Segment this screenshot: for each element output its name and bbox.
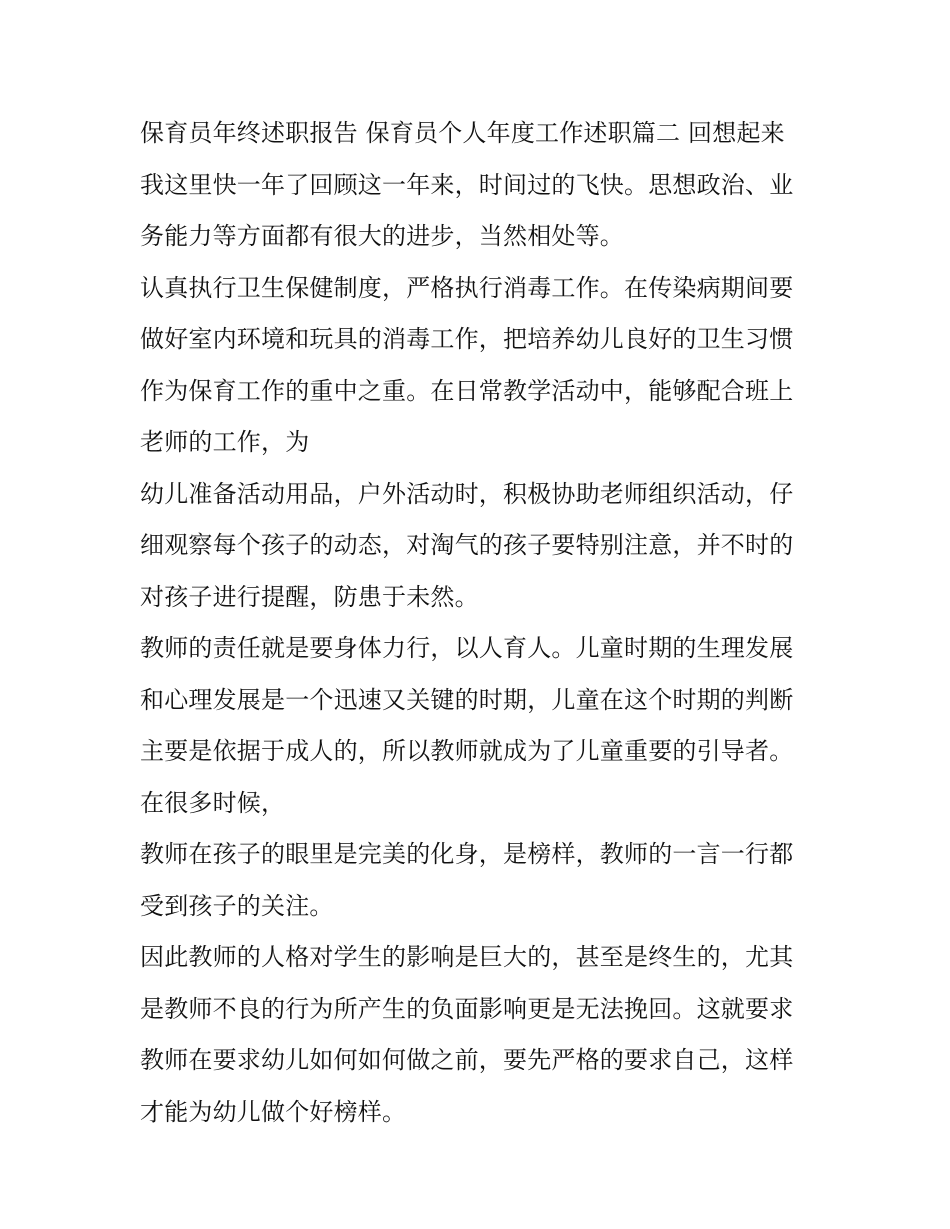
- text-line: 和心理发展是一个迅速又关键的时期，儿童在这个时期的判断: [140, 685, 794, 714]
- text-line: 做好室内环境和玩具的消毒工作，把培养幼儿良好的卫生习惯: [140, 325, 794, 353]
- text-line: 教师在孩子的眼里是完美的化身，是榜样，教师的一言一行都: [140, 840, 794, 868]
- text-line: 作为保育工作的重中之重。在日常教学活动中，能够配合班上: [140, 376, 794, 405]
- text-line: 细观察每个孩子的动态，对淘气的孩子要特别注意，并不时的: [140, 531, 794, 559]
- text-line: 是教师不良的行为所产生的负面影响更是无法挽回。这就要求: [140, 994, 794, 1023]
- text-line: 幼儿准备活动用品，户外活动时，积极协助老师组织活动，仔: [140, 479, 794, 508]
- text-line: 在很多时候，: [140, 788, 286, 817]
- text-line: 老师的工作，为: [140, 428, 310, 456]
- text-line: 保育员年终述职报告 保育员个人年度工作述职篇二 回想起来: [140, 119, 785, 147]
- text-line: 认真执行卫生保健制度，严格执行消毒工作。在传染病期间要: [140, 273, 794, 302]
- text-line: 教师的责任就是要身体力行，以人育人。儿童时期的生理发展: [140, 634, 794, 662]
- document-body: [140, 108, 820, 1138]
- text-line: 教师在要求幼儿如何如何做之前，要先严格的要求自己，这样: [140, 1046, 794, 1074]
- text-line: 受到孩子的关注。: [140, 891, 334, 920]
- text-line: 主要是依据于成人的，所以教师就成为了儿童重要的引导者。: [140, 737, 794, 765]
- text-line: 对孩子进行提醒，防患于未然。: [140, 582, 479, 611]
- text-line: 务能力等方面都有很大的进步，当然相处等。: [140, 222, 624, 250]
- text-line: 我这里快一年了回顾这一年来，时间过的飞快。思想政治、业: [140, 170, 794, 199]
- text-line: 因此教师的人格对学生的影响是巨大的，甚至是终生的，尤其: [140, 943, 794, 971]
- text-line: 才能为幼儿做个好榜样。: [140, 1097, 407, 1126]
